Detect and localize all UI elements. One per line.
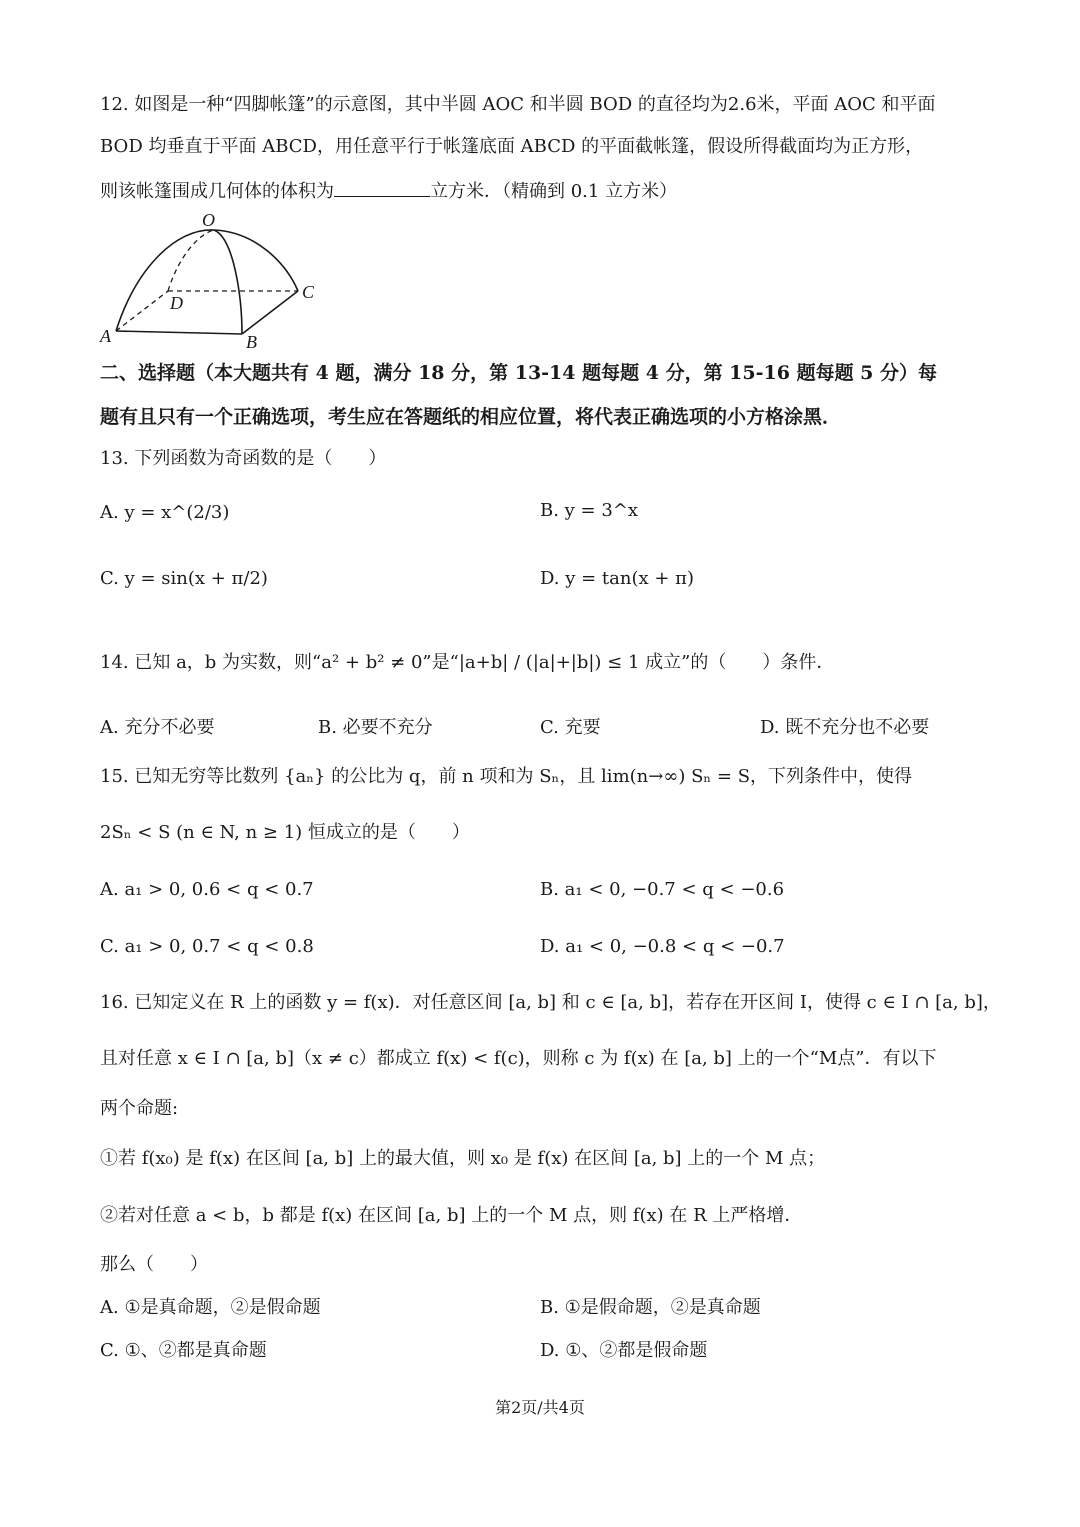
arc-ob [214, 230, 242, 334]
q13-option-a: A. y = x^(2/3) [100, 502, 230, 523]
q13-option-d: D. y = tan(x + π) [540, 568, 695, 589]
label-o: O [202, 210, 215, 230]
q15-option-a: A. a₁ > 0, 0.6 < q < 0.7 [100, 879, 314, 900]
q16-proposition-1: ①若 f(x₀) 是 f(x) 在区间 [a, b] 上的最大值，则 x₀ 是 f(x) 在区间 [a, b] 上的一个 M 点； [100, 1148, 826, 1169]
q12-line2: BOD 均垂直于平面 ABCD，用任意平行于帐篷底面 ABCD 的平面截帐篷，假设所得截面均为正方形， [100, 136, 924, 157]
q16-option-b: B. ①是假命题，②是真命题 [540, 1297, 761, 1318]
q16-line2: 且对任意 x ∈ I ∩ [a, b]（x ≠ c）都成立 f(x) < f(c)，则称 c 为 f(x) 在 [a, b] 上的一个“M点”．有以下 [100, 1048, 937, 1069]
q14-option-d: D. 既不充分也不必要 [760, 717, 930, 738]
q13-option-c: C. y = sin(x + π/2) [100, 568, 268, 589]
q15-option-d: D. a₁ < 0, −0.8 < q < −0.7 [540, 936, 785, 957]
q15-option-b: B. a₁ < 0, −0.7 < q < −0.6 [540, 879, 785, 900]
q12-line3 [100, 176, 677, 205]
q14-stem: 14. 已知 a，b 为实数，则“a² + b² ≠ 0”是“|a+b| / (|a|+|b|) ≤ 1 成立”的（ ）条件． [100, 652, 835, 673]
label-b: B [246, 332, 257, 350]
q15-option-c: C. a₁ > 0, 0.7 < q < 0.8 [100, 936, 314, 957]
section2-line1: 二、选择题（本大题共有 4 题，满分 18 分，第 13-14 题每题 4 分，第 15-16 题每题 5 分）每 [100, 362, 938, 384]
q13-stem: 13. 下列函数为奇函数的是（ ） [100, 448, 387, 469]
tent-figure [96, 208, 336, 350]
q16-option-d: D. ①、②都是假命题 [540, 1340, 708, 1361]
q12-line3-before: 则该帐篷围成几何体的体积为 [100, 181, 334, 202]
q13-option-b: B. y = 3^x [540, 500, 639, 521]
q14-option-b: B. 必要不充分 [318, 717, 433, 738]
q16-proposition-2: ②若对任意 a < b，b 都是 f(x) 在区间 [a, b] 上的一个 M 点，则 f(x) 在 R 上严格增． [100, 1205, 803, 1226]
q15-line2: 2Sₙ < S (n ∈ N, n ≥ 1) 恒成立的是（ ） [100, 822, 470, 843]
label-d: D [170, 293, 183, 313]
answer-blank [334, 176, 430, 197]
edge-bc [242, 291, 298, 334]
q14-option-c: C. 充要 [540, 717, 601, 738]
q16-then: 那么（ ） [100, 1254, 208, 1275]
section2-line2: 题有且只有一个正确选项，考生应在答题纸的相应位置，将代表正确选项的小方格涂黑． [100, 406, 842, 428]
arc-od [168, 230, 214, 291]
q16-option-a: A. ①是真命题，②是假命题 [100, 1297, 321, 1318]
label-a: A [100, 326, 111, 346]
arc-aoc [116, 230, 298, 331]
q15-line1: 15. 已知无穷等比数列 {aₙ} 的公比为 q，前 n 项和为 Sₙ，且 lim(n→∞) Sₙ = S，下列条件中，使得 [100, 766, 913, 787]
q16-line1: 16. 已知定义在 R 上的函数 y = f(x)．对任意区间 [a, b] 和 c ∈ [a, b]，若存在开区间 I，使得 c ∈ I ∩ [a, b]， [100, 992, 1001, 1013]
q12-line3-after: 立方米．（精确到 0.1 立方米） [430, 181, 678, 202]
label-c: C [302, 282, 315, 302]
q16-line3: 两个命题: [100, 1098, 179, 1119]
q14-option-a: A. 充分不必要 [100, 717, 215, 738]
edge-ab [116, 331, 242, 334]
q12-line1: 12. 如图是一种“四脚帐篷”的示意图，其中半圆 AOC 和半圆 BOD 的直径均为2.6米，平面 AOC 和平面 [100, 94, 936, 115]
q16-option-c: C. ①、②都是真命题 [100, 1340, 267, 1361]
page-number: 第2页/共4页 [495, 1398, 585, 1417]
